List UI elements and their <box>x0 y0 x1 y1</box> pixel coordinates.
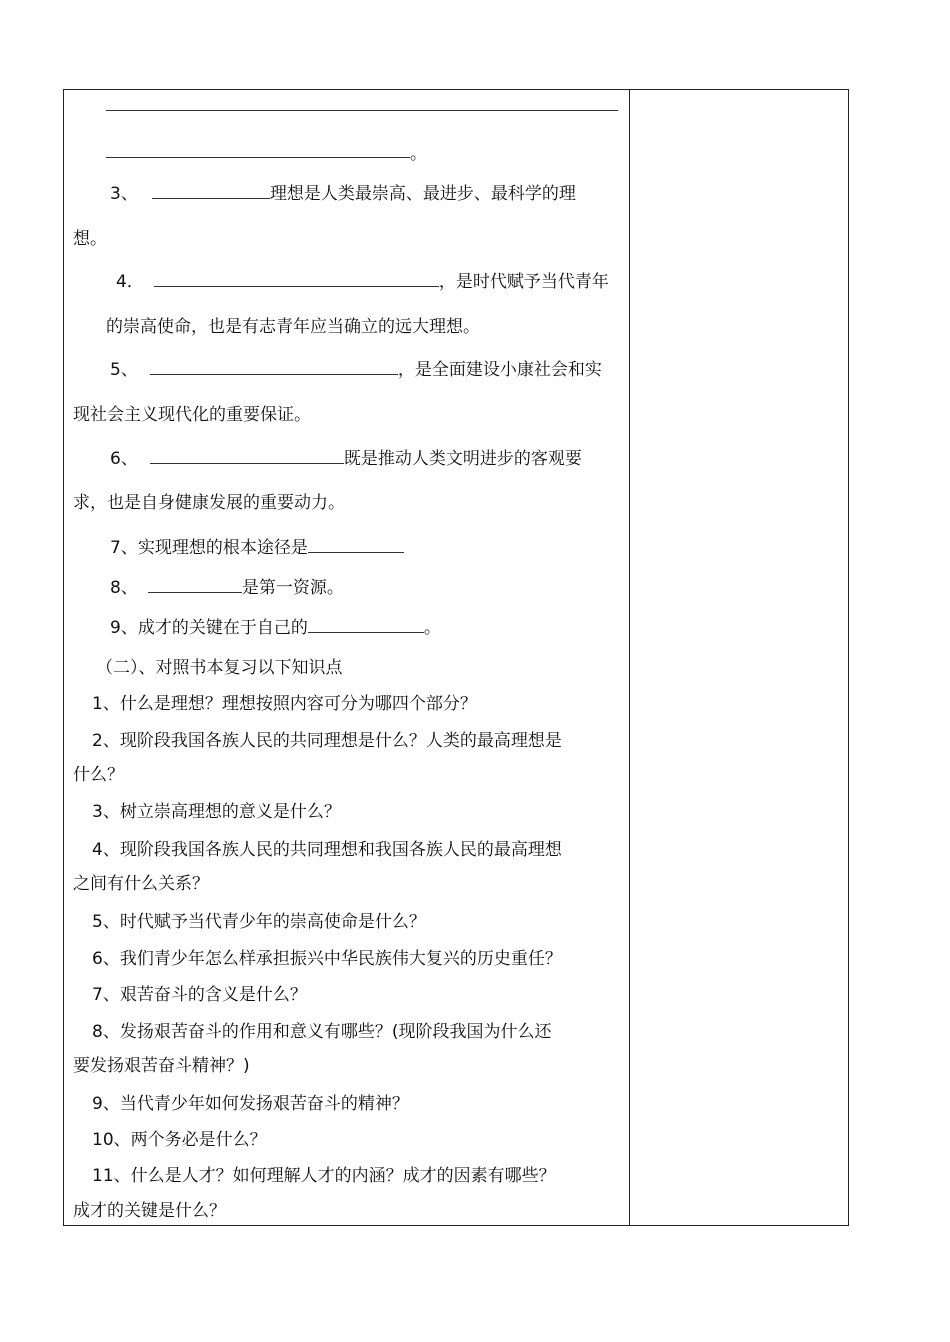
question: 4、现阶段我国各族人民的共同理想和我国各族人民的最高理想 <box>92 840 562 860</box>
fill-item-6-cont: 求，也是自身健康发展的重要动力。 <box>73 493 345 513</box>
fill-item-4-cont: 的崇高使命，也是有志青年应当确立的远大理想。 <box>106 317 480 337</box>
blank <box>308 536 404 553</box>
question-cont: 什么？ <box>73 765 124 785</box>
fill-item-5-cont: 现社会主义现代化的重要保证。 <box>73 405 311 425</box>
question-cont: 要发扬艰苦奋斗精神？) <box>73 1056 250 1076</box>
blank <box>308 616 424 633</box>
fill-item-8: 8、 是第一资源。 <box>110 578 344 598</box>
blank <box>150 447 344 464</box>
fill-item-6: 6、 既是推动人类文明进步的客观要 <box>110 449 582 469</box>
fill-item-5: 5、 ，是全面建设小康社会和实 <box>110 360 602 380</box>
answer-line <box>106 157 410 158</box>
period: 。 <box>410 144 427 164</box>
section-title: （二）、对照书本复习以下知识点 <box>96 658 343 678</box>
question: 11、什么是人才？如何理解人才的内涵？成才的因素有哪些？ <box>92 1166 556 1186</box>
question: 3、树立崇高理想的意义是什么？ <box>92 802 341 822</box>
question: 8、发扬艰苦奋斗的作用和意义有哪些？(现阶段我国为什么还 <box>92 1022 552 1042</box>
answer-line <box>106 110 618 111</box>
question: 7、艰苦奋斗的含义是什么？ <box>92 985 307 1005</box>
question: 10、两个务必是什么？ <box>92 1130 267 1150</box>
blank <box>154 270 439 287</box>
blank <box>152 182 270 199</box>
fill-item-7: 7、实现理想的根本途径是 <box>110 536 404 559</box>
fill-item-3: 3、 理想是人类最崇高、最进步、最科学的理 <box>110 184 576 204</box>
question-cont: 之间有什么关系？ <box>73 874 209 894</box>
question-cont: 成才的关键是什么？ <box>73 1201 226 1221</box>
question: 6、我们青少年怎么样承担振兴中华民族伟大复兴的历史重任？ <box>92 949 562 969</box>
fill-item-3-cont: 想。 <box>73 229 107 249</box>
question: 1、什么是理想？理想按照内容可分为哪四个部分？ <box>92 694 477 714</box>
question: 9、当代青少年如何发扬艰苦奋斗的精神？ <box>92 1094 409 1114</box>
question: 5、时代赋予当代青少年的崇高使命是什么？ <box>92 912 426 932</box>
blank <box>150 358 398 375</box>
fill-item-9: 9、成才的关键在于自己的 。 <box>110 618 441 638</box>
fill-item-4: 4． ，是时代赋予当代青年 <box>116 272 609 292</box>
question: 2、现阶段我国各族人民的共同理想是什么？人类的最高理想是 <box>92 731 562 751</box>
column-divider <box>629 89 630 1226</box>
blank <box>148 576 242 593</box>
